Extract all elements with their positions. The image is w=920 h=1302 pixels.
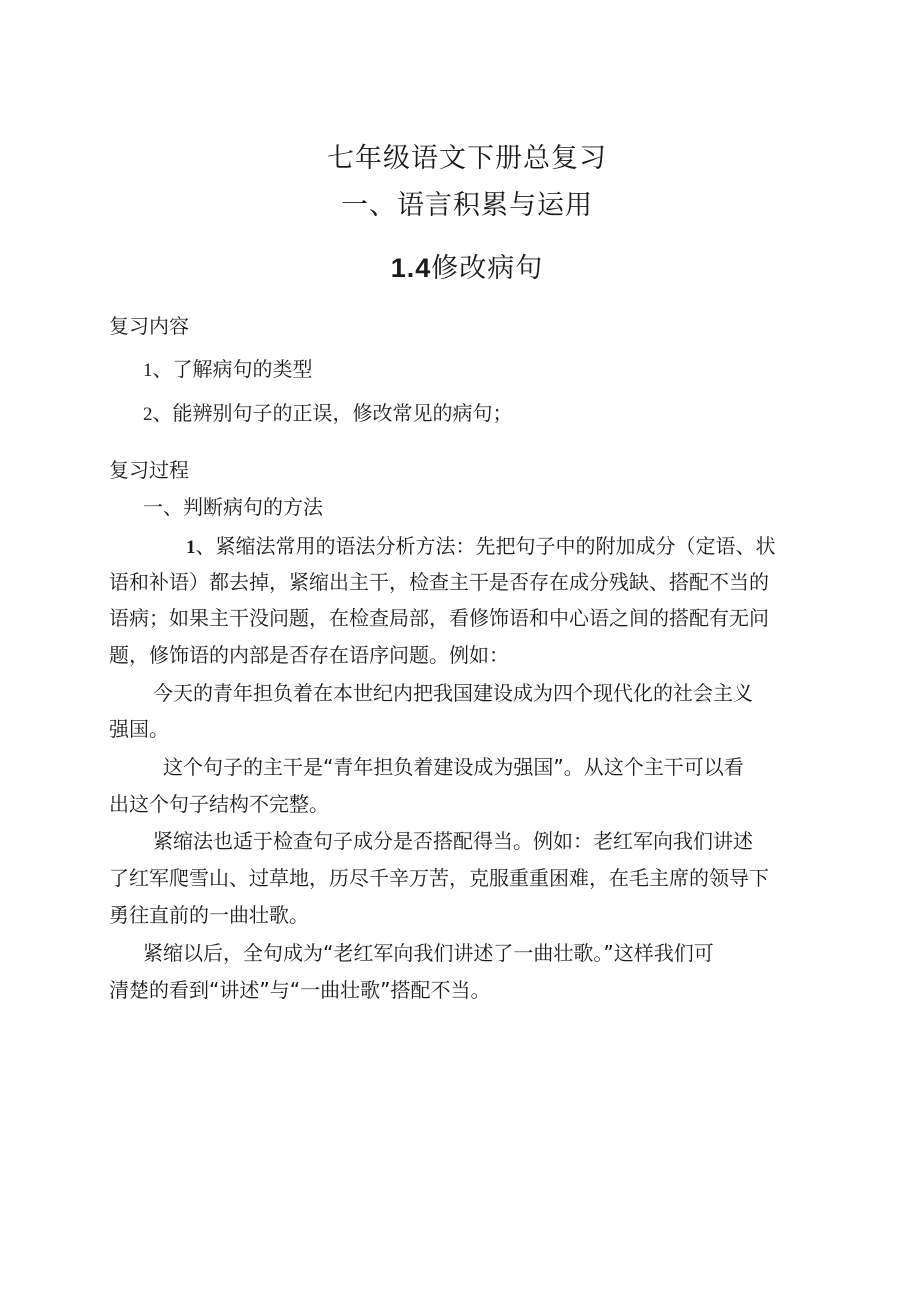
review-content-heading: 复习内容 bbox=[109, 314, 189, 338]
list-item bbox=[143, 357, 313, 383]
paragraph-number: 1 bbox=[186, 537, 196, 558]
paragraph-line: 题，修饰语的内部是否存在语序问题。例如： bbox=[109, 643, 509, 667]
list-item-number: 1 bbox=[143, 360, 153, 381]
paragraph-line: 语病；如果主干没问题，在检查局部，看修饰语和中心语之间的搭配有无问 bbox=[109, 606, 769, 630]
section-heading bbox=[0, 246, 920, 285]
paragraph-text: 、紧缩法常用的语法分析方法：先把句子中的附加成分（定语、状 bbox=[195, 534, 776, 558]
list-item bbox=[143, 401, 513, 427]
review-process-heading: 复习过程 bbox=[109, 458, 189, 482]
paragraph-line: 语和补语）都去掉，紧缩出主干，检查主干是否存在成分残缺、搭配不当的 bbox=[109, 570, 769, 594]
list-item-text: 、了解病句的类型 bbox=[152, 357, 313, 381]
paragraph-line: 清楚的看到“讲述”与“一曲壮歌”搭配不当。 bbox=[109, 978, 491, 1002]
section-number: 1.4 bbox=[390, 253, 432, 283]
analysis-line: 这个句子的主干是“青年担负着建设成为强国”。从这个主干可以看 bbox=[163, 755, 744, 779]
paragraph-line bbox=[186, 534, 776, 560]
paragraph-line: 勇往直前的一曲壮歌。 bbox=[109, 903, 309, 927]
example-line: 强国。 bbox=[109, 717, 169, 741]
document-title: 七年级语文下册总复习 bbox=[327, 143, 607, 174]
method-heading: 一、判断病句的方法 bbox=[143, 495, 323, 519]
paragraph-line: 了红军爬雪山、过草地，历尽千辛万苦，克服重重困难，在毛主席的领导下 bbox=[109, 866, 769, 890]
example-line: 今天的青年担负着在本世纪内把我国建设成为四个现代化的社会主义 bbox=[153, 681, 753, 705]
paragraph-line: 紧缩以后，全句成为“老红军向我们讲述了一曲壮歌。”这样我们可 bbox=[143, 941, 714, 965]
list-item-number: 2 bbox=[143, 404, 153, 425]
document-subtitle: 一、语言积累与运用 bbox=[341, 190, 593, 221]
section-title: 修改病句 bbox=[431, 253, 544, 284]
paragraph-line: 紧缩法也适于检查句子成分是否搭配得当。例如：老红军向我们讲述 bbox=[153, 829, 753, 853]
analysis-line: 出这个句子结构不完整。 bbox=[109, 792, 329, 816]
list-item-text: 、能辨别句子的正误，修改常见的病句； bbox=[152, 401, 513, 425]
